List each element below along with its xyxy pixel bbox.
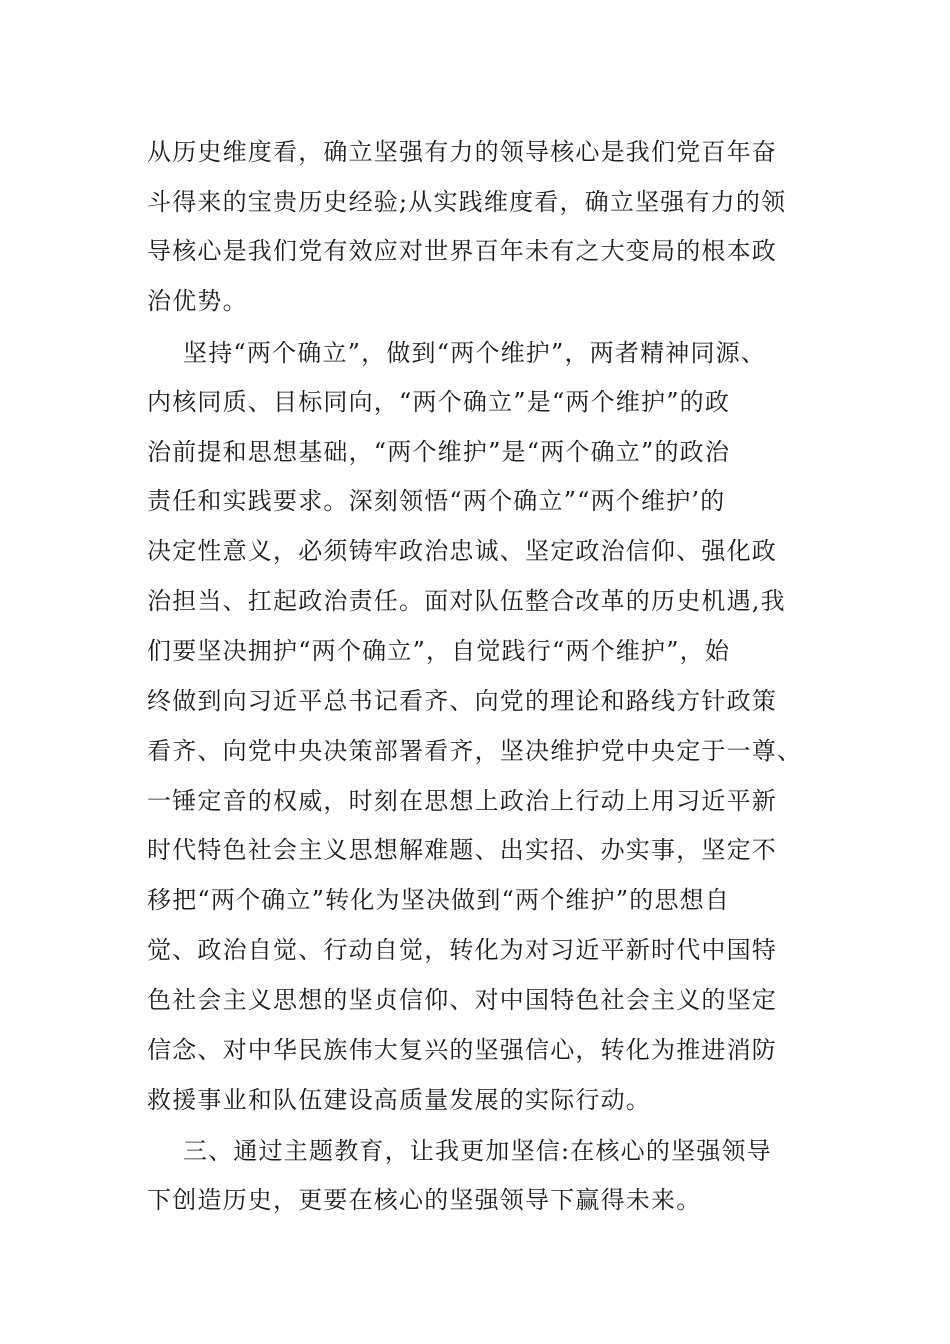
text-line: 治担当、扛起政治责任。面对队伍整合改革的历史机遇,我 [147, 587, 786, 615]
text-line: 信念、对中华民族伟大复兴的坚强信心，转化为推进消防 [147, 1036, 777, 1064]
text-line: 时代特色社会主义思想解难题、出实招、办实事，坚定不 [147, 836, 777, 864]
text-line: 导核心是我们党有效应对世界百年未有之大变局的根本政 [147, 237, 777, 265]
text-line: 看齐、向党中央决策部署看齐，坚决维护党中央定于一尊、 [147, 737, 803, 765]
text-line: 从历史维度看，确立坚强有力的领导核心是我们党百年奋 [147, 138, 777, 166]
text-line: 决定性意义，必须铸牢政治忠诚、坚定政治信仰、强化政 [147, 537, 777, 565]
text-line: 移把“两个确立”转化为坚决做到“两个维护”的思想自 [147, 886, 731, 914]
text-line: 色社会主义思想的坚贞信仰、对中国特色社会主义的坚定 [147, 986, 777, 1014]
text-line: 斗得来的宝贵历史经验;从实践维度看，确立坚强有力的领 [147, 188, 787, 216]
text-line: 下创造历史，更要在核心的坚强领导下赢得未来。 [147, 1186, 702, 1214]
text-line: 觉、政治自觉、行动自觉，转化为对习近平新时代中国特 [147, 936, 777, 964]
paragraph-first-line: 坚持“两个确立”，做到“两个维护”，两者精神同源、 [183, 339, 767, 367]
text-line: 治优势。 [147, 287, 248, 315]
text-line: 责任和实践要求。深刻领悟“两个确立”“两个维护’的 [147, 487, 726, 515]
text-line: 终做到向习近平总书记看齐、向党的理论和路线方针政策 [147, 687, 777, 715]
text-line: 救援事业和队伍建设高质量发展的实际行动。 [147, 1086, 651, 1114]
text-line: 一锤定音的权威，时刻在思想上政治上行动上用习近平新 [147, 787, 777, 815]
text-line: 治前提和思想基础，“两个维护”是“两个确立”的政治 [147, 438, 731, 466]
text-line: 内核同质、目标同向，“两个确立”是“两个维护”的政 [147, 388, 731, 416]
text-line: 们要坚决拥护“两个确立”，自觉践行“两个维护”，始 [147, 637, 731, 665]
section-heading-line: 三、通过主题教育，让我更加坚信:在核心的坚强领导 [183, 1137, 772, 1165]
